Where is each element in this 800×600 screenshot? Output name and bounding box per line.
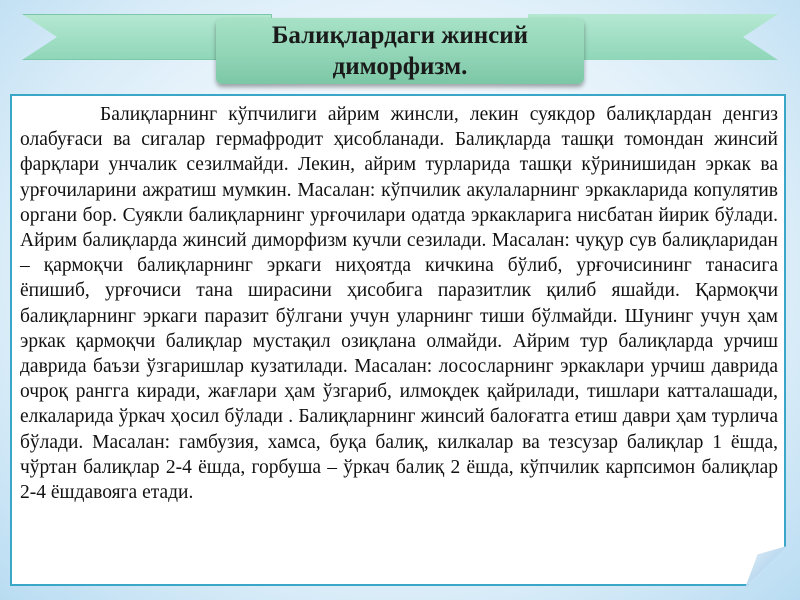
title-banner xyxy=(216,18,584,84)
slide-body-text: Балиқларнинг кўпчилиги айрим жинсли, лекин суякдор балиқлардан денгиз олабуғаси ва сигалар гермафродит ҳисобланади. Балиқларда ташқи томондан жинсий фарқлари унчалик сезилмайди. Лекин, айрим турларида ташқи кўринишидан эркак ва урғочиларини ажратиш мумкин. Масалан: кўпчилик акулаларнинг эркакларида копулятив органи бор. Суякли балиқларнинг урғочилари одатда эркакларига нисбатан йирик бўлади. Айрим балиқларда жинсий диморфизм кучли сезилади. Масалан: чуқур сув балиқларидан – қармоқчи балиқларнинг эркаги ниҳоятда кичкина бўлиб, урғочисининг танасига ёпишиб, урғочиси тана ширасини ҳисобига паразитлик қилиб яшайди. Қармоқчи балиқларнинг эркаги паразит бўлгани учун уларнинг тиши бўлмайди. Шунинг учун ҳам эркак қармоқчи балиқлар мустақил озиқлана олмайди. Айрим тур балиқларда урчиш даврида баъзи ўзгаришлар кузатилади. Масалан: лососларнинг эркаклари урчиш даврида очроқ рангга киради, жағлари ҳам ўзгариб, илмоқдек қайрилади, тишлари катталашади, елкаларида ўркач ҳосил бўлади . Балиқларнинг жинсий балоғатга етиш даври ҳам турлича бўлади. Масалан: гамбузия, хамса, буқа балиқ, килкалар ва тезсузар балиқлар 1 ёшда, чўртан балиқлар 2-4 ёшда, горбуша – ўркач балиқ 2 ёшда, кўпчилик карпсимон балиқлар 2-4 ёшдавояга етади. xyxy=(20,104,778,504)
slide-title: Балиқлардаги жинсий диморфизм. xyxy=(271,22,529,80)
